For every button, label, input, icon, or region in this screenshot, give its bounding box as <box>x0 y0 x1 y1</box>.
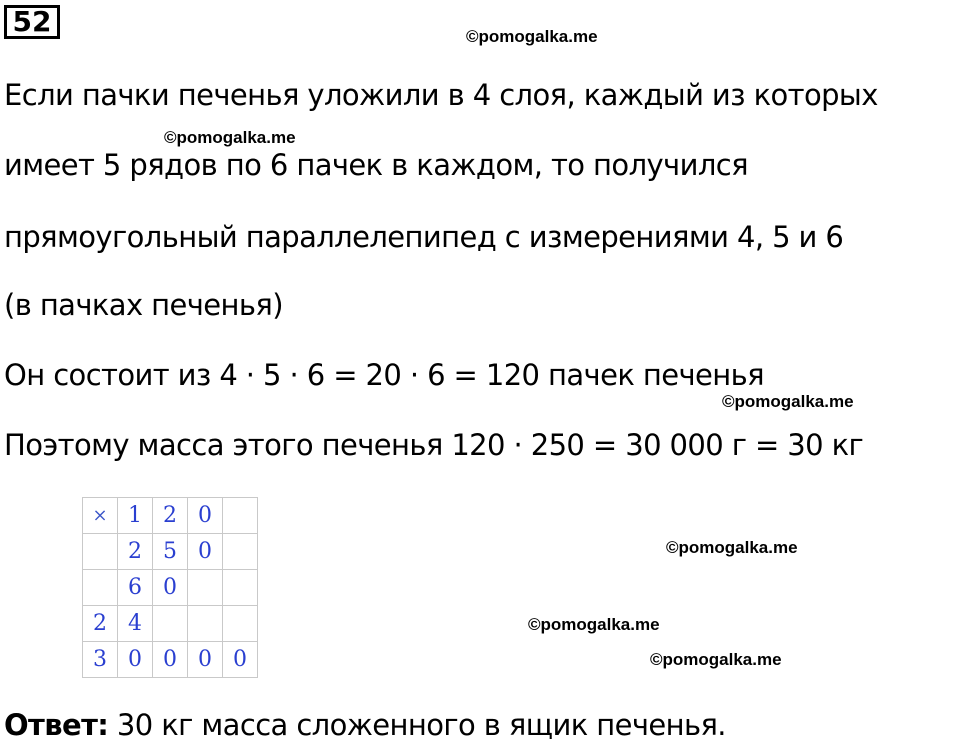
digit-cell: 0 <box>188 498 223 534</box>
digit-cell: 6 <box>118 570 153 606</box>
watermark: ©pomogalka.me <box>466 27 598 46</box>
calc-row <box>83 606 258 642</box>
multiply-sign: × <box>83 498 118 534</box>
digit-cell: 0 <box>223 642 258 678</box>
answer <box>4 708 726 742</box>
digit-cell: 0 <box>153 642 188 678</box>
problem-number: 52 <box>4 5 60 39</box>
digit-cell: 0 <box>118 642 153 678</box>
digit-cell: 4 <box>118 606 153 642</box>
column-multiplication <box>82 497 258 678</box>
watermark: ©pomogalka.me <box>528 615 660 634</box>
digit-cell <box>223 534 258 570</box>
watermark: ©pomogalka.me <box>722 392 854 411</box>
digit-cell: 0 <box>188 534 223 570</box>
digit-cell: 1 <box>118 498 153 534</box>
digit-cell: 0 <box>153 570 188 606</box>
solution-line-3: прямоугольный параллелепипед с измерениями 4, 5 и 6 <box>4 220 844 254</box>
answer-label: Ответ: <box>4 708 109 742</box>
calc-row <box>83 642 258 678</box>
digit-cell <box>223 606 258 642</box>
digit-cell <box>188 570 223 606</box>
digit-cell: 2 <box>153 498 188 534</box>
digit-cell: 2 <box>83 606 118 642</box>
digit-cell <box>153 606 188 642</box>
solution-line-6: Поэтому масса этого печенья 120 · 250 = 30 000 г = 30 кг <box>4 428 864 462</box>
digit-cell: 3 <box>83 642 118 678</box>
calc-row <box>83 570 258 606</box>
digit-cell <box>188 606 223 642</box>
calc-row <box>83 498 258 534</box>
watermark: ©pomogalka.me <box>650 650 782 669</box>
digit-cell <box>223 570 258 606</box>
solution-line-2: имеет 5 рядов по 6 пачек в каждом, то получился <box>4 148 748 182</box>
digit-cell: 2 <box>118 534 153 570</box>
digit-cell: 5 <box>153 534 188 570</box>
calc-row <box>83 534 258 570</box>
solution-line-1: Если пачки печенья уложили в 4 слоя, каждый из которых <box>4 78 878 112</box>
answer-text: 30 кг масса сложенного в ящик печенья. <box>108 708 726 742</box>
watermark: ©pomogalka.me <box>666 538 798 557</box>
digit-cell <box>223 498 258 534</box>
digit-cell: 0 <box>188 642 223 678</box>
digit-cell <box>83 534 118 570</box>
solution-line-5: Он состоит из 4 · 5 · 6 = 20 · 6 = 120 пачек печенья <box>4 358 764 392</box>
watermark: ©pomogalka.me <box>164 128 296 147</box>
digit-cell <box>83 570 118 606</box>
solution-line-4: (в пачках печенья) <box>4 288 283 322</box>
